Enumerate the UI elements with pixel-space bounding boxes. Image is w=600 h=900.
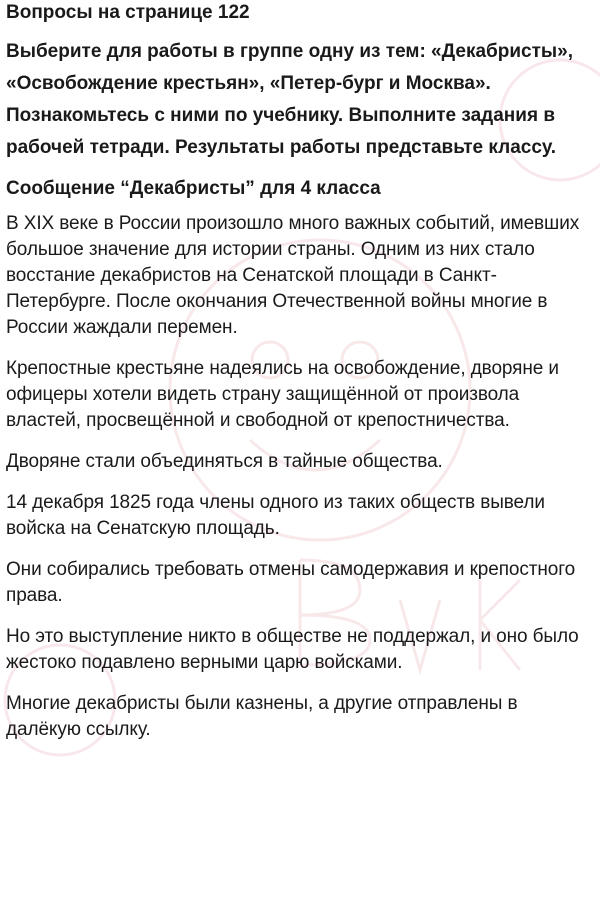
paragraph: Но это выступление никто в обществе не поддержал, и оно было жестоко подавлено верными царю войсками. <box>6 626 579 673</box>
paragraph: Крепостные крестьяне надеялись на освобождение, дворяне и офицеры хотели видеть страну защищённой от произвола властей, просвещённой и свободной от крепостничества. <box>6 358 559 431</box>
paragraph: Многие декабристы были казнены, а другие отправлены в далёкую ссылку. <box>6 693 518 740</box>
paragraph: В XIX веке в России произошло много важных событий, имевших большое значение для истории страны. Одним из них стало восстание декабристов на Сенатской площади в Санкт-Петербурге. После окончания Отечественной войны многие в России жаждали перемен. <box>6 213 580 338</box>
paragraph: Дворяне стали объединяться в тайные общества. <box>6 451 443 472</box>
section-title: Сообщение “Декабристы” для 4 класса <box>6 178 381 199</box>
page-title: Вопросы на странице 122 <box>6 2 250 23</box>
task-text: Выберите для работы в группе одну из тем: «Декабристы», «Освобождение крестьян», «Петер-бург и Москва». Познакомьтесь с ними по учебнику. Выполните задания в рабочей тетради. Результаты работы представьте классу. <box>6 41 573 158</box>
paragraph: Они собирались требовать отмены самодержавия и крепостного права. <box>6 559 576 606</box>
paragraph: 14 декабря 1825 года члены одного из таких обществ вывели войска на Сенатскую площадь. <box>6 492 545 539</box>
